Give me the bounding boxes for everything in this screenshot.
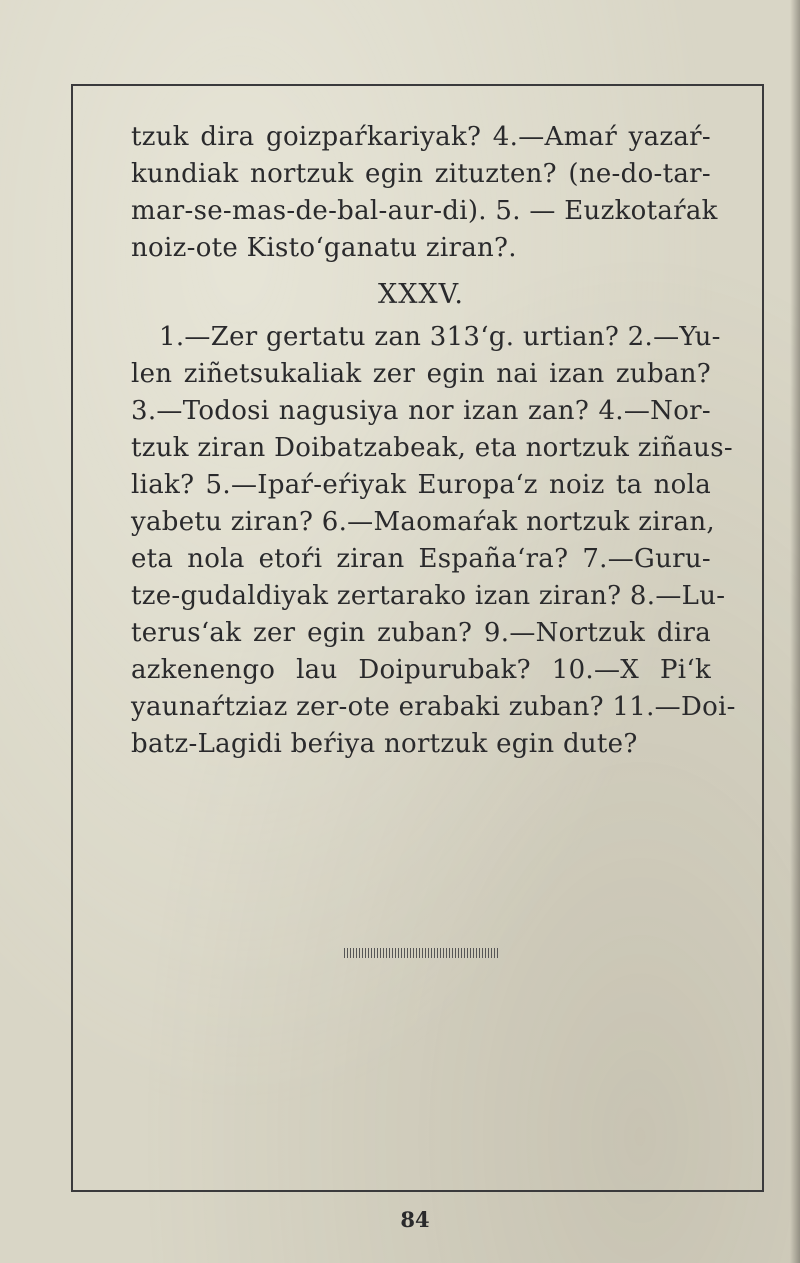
- text-line: mar-se-mas-de-bal-aur-di). 5. — Euzkotaŕak: [131, 196, 718, 226]
- page-edge-shadow: [790, 0, 800, 1263]
- text-line: noiz-ote Kisto‘ganatu ziran?.: [131, 233, 517, 263]
- text-line: yabetu ziran? 6.—Maomaŕak nortzuk ziran,: [131, 507, 715, 537]
- text-line: terus‘ak zer egin zuban? 9.—Nortzuk dira: [131, 618, 711, 648]
- page-number: 84: [400, 1207, 430, 1232]
- text-line: len ziñetsukaliak zer egin nai izan zuban?: [131, 359, 711, 389]
- top-paragraph: [131, 119, 718, 267]
- section-paragraph: [131, 319, 736, 763]
- text-line: tzuk ziran Doibatzabeak, eta nortzuk ziñaus-: [131, 433, 733, 463]
- text-line: liak? 5.—Ipaŕ-eŕiyak Europa‘z noiz ta nola: [131, 470, 711, 500]
- text-line: 3.—Todosi nagusiya nor izan zan? 4.—Nor-: [131, 396, 711, 426]
- text-line: kundiak nortzuk egin zituzten? (ne-do-tar-: [131, 159, 711, 189]
- text-line: yaunaŕtziaz zer-ote erabaki zuban? 11.—Doi-: [131, 692, 736, 722]
- text-line: 1.—Zer gertatu zan 313‘g. urtian? 2.—Yu-: [159, 322, 721, 352]
- text-line: eta nola etoŕi ziran España‘ra? 7.—Guru-: [131, 544, 711, 574]
- text-line: azkenengo lau Doipurubak? 10.—X Pi‘k: [131, 655, 711, 685]
- text-line: batz-Lagidi beŕiya nortzuk egin dute?: [131, 729, 638, 759]
- text-line: tze-gudaldiyak zertarako izan ziran? 8.—Lu-: [131, 581, 726, 611]
- end-ornament: [344, 948, 498, 958]
- section-heading: XXXV.: [377, 279, 465, 310]
- text-line: tzuk dira goizpaŕkariyak? 4.—Amaŕ yazaŕ-: [131, 122, 711, 152]
